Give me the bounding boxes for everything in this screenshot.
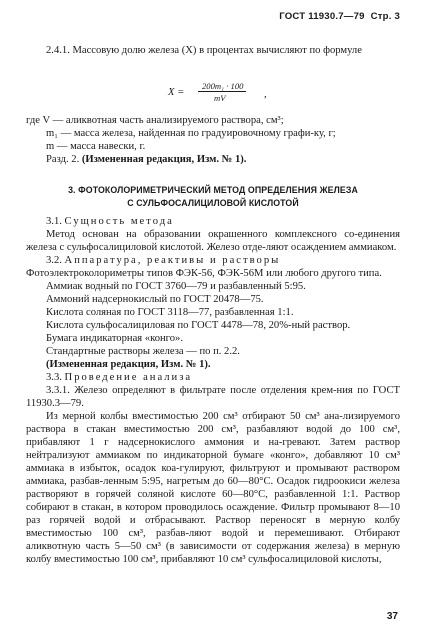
section-3-body bbox=[26, 215, 400, 566]
clause-title: Аппаратура, реактивы и растворы bbox=[64, 255, 281, 266]
formula-numerator: 200m₁ · 100 bbox=[202, 81, 244, 91]
amendment-ref: Разд. 2. bbox=[46, 154, 80, 165]
clause-number: 3.3. bbox=[46, 372, 62, 383]
amendment-note-3-2: (Измененная редакция, Изм. № 1). bbox=[46, 359, 211, 370]
section-title-line-1: 3. ФОТОКОЛОРИМЕТРИЧЕСКИЙ МЕТОД ОПРЕДЕЛЕНИЯ ЖЕЛЕЗА bbox=[68, 185, 358, 195]
reagent-congo-paper: Бумага индикаторная «конго». bbox=[46, 333, 183, 344]
legend-m: m — масса навески, г. bbox=[46, 141, 146, 152]
formula-equals: = bbox=[177, 87, 185, 98]
amendment-text: (Измененная редакция, Изм. № 1). bbox=[81, 154, 247, 165]
legend-v: где V — аликвотная часть анализируемого раствора, см³; bbox=[26, 115, 284, 126]
reagent-ammonium-persulfate: Аммоний надсернокислый по ГОСТ 20478—75. bbox=[46, 294, 264, 305]
reagent-ammonia: Аммиак водный по ГОСТ 3760—79 и разбавленный 5:95. bbox=[46, 281, 306, 292]
reagent-sulfosalicylic-acid: Кислота сульфосалициловая по ГОСТ 4478—78, 20%-ный раствор. bbox=[46, 320, 351, 331]
clause-number: 3.2. bbox=[46, 255, 62, 266]
legend-m1: m₁ — масса железа, найденная по градуировочному графи-ку, г; bbox=[46, 128, 336, 139]
page-number: 37 bbox=[386, 611, 398, 622]
formula-comma: , bbox=[264, 89, 267, 100]
paragraph-2-4-1 bbox=[26, 44, 400, 57]
section-title-line-2: С СУЛЬФОСАЛИЦИЛОВОЙ КИСЛОТОЙ bbox=[127, 198, 299, 208]
subheading-3-2 bbox=[26, 254, 400, 267]
paragraph-3-1: Метод основан на образовании окрашенного комплексного со-единения железа с сульфосалициловой кислотой. Железо отде-ляют осаждением аммиаком. bbox=[26, 229, 400, 253]
subheading-3-1 bbox=[26, 215, 400, 228]
clause-title: Проведение анализа bbox=[64, 372, 193, 383]
reagent-hydrochloric-acid: Кислота соляная по ГОСТ 3118—77, разбавленная 1:1. bbox=[46, 307, 294, 318]
formula-denominator: mV bbox=[214, 93, 226, 103]
formula bbox=[168, 80, 288, 104]
paragraph-text: 2.4.1. Массовую долю железа (X) в процентах вычисляют по формуле bbox=[46, 45, 362, 56]
reagent-standard-solutions: Стандартные растворы железа — по п. 2.2. bbox=[46, 346, 240, 357]
paragraph-3-2: Фотоэлектроколориметры типов ФЭК-56, ФЭК-56М или любого другого типа. bbox=[26, 268, 382, 279]
clause-number: 3.1. bbox=[46, 216, 62, 227]
clause-title: Сущность метода bbox=[64, 216, 174, 227]
paragraph-3-3-1: 3.3.1. Железо определяют в фильтрате после отделения крем-ния по ГОСТ 11930.3—79. bbox=[26, 385, 400, 409]
section-3-heading bbox=[26, 184, 400, 210]
running-header bbox=[279, 10, 400, 23]
paragraph-procedure: Из мерной колбы вместимостью 200 см³ отбирают 50 см³ ана-лизируемого раствора в стакан вместимостью 200 см³, разбавляют водой до 100 см³, прибавляют 1 г надсернокислого аммония и на-гревают. Затем раствор нейтрализуют аммиаком по индикаторной бумаге «конго», добавляют 10 см³ аммиака в избыток, осадок коа-гулируют, фильтруют и промывают раствором аммиака, разбав-ленным 5:95, нагретым до 60—80°С. Осадок гидроокиси железа растворяют в горячей соляной кислоте 60—80°С, разбавленной 1:1. Раствор собирают в стакан, в котором проводилось осаждение. Фильтр промывают 8—10 раз горячей водой и отбрасывают. Раствор переносят в мерную колбу вместимостью 100 см³, разбав-ляют водой и перемешивают. Отбирают аликвотную часть 5—50 см³ (в зависимости от содержания железа) в мерную колбу вместимостью 100 см³, прибавляют 10 см³ сульфосалициловой кислоты, bbox=[26, 411, 400, 565]
formula-legend bbox=[26, 114, 400, 166]
amendment-note bbox=[26, 153, 400, 166]
formula-lhs: X bbox=[168, 87, 175, 98]
standard-number: ГОСТ 11930.7—79 bbox=[279, 11, 365, 22]
subheading-3-3 bbox=[26, 371, 400, 384]
page-label: Стр. 3 bbox=[370, 11, 400, 22]
